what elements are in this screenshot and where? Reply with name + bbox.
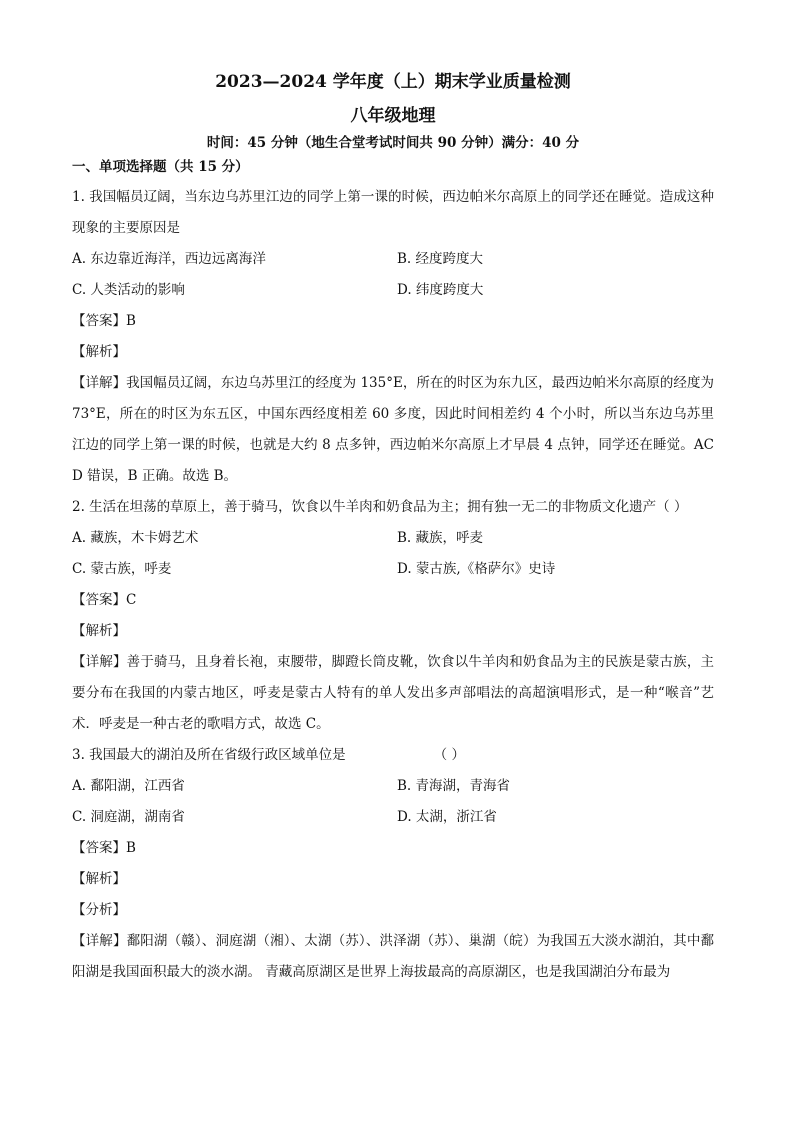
section-heading: 一、单项选择题（共 15 分） [72,159,249,175]
detail-explanation: 【详解】善于骑马，且身着长袍，束腰带，脚蹬长筒皮靴，饮食以牛羊肉和奶食品为主的民族是蒙古族，主要分布在我国的内蒙古地区，呼麦是蒙古人特有的单人发出多声部唱法的高超演唱形式，是一种“喉音”艺术．呼麦是一种古老的歌唱方式，故选 C。 [72,654,714,732]
option-b: B. 经度跨度大 [397,251,484,267]
answer-line: 【答案】B [72,313,136,329]
analysis-label: 【解析】 [72,623,126,639]
option-d: D. 纬度跨度大 [397,282,484,298]
option-d: D. 蒙古族,《格萨尔》史诗 [397,561,556,577]
analysis-label: 【解析】 [72,344,126,360]
question-stem: 1. 我国幅员辽阔，当东边乌苏里江边的同学上第一课的时候，西边帕米尔高原上的同学还在睡觉。造成这种现象的主要原因是 [72,189,714,236]
question-stem [72,740,714,771]
question-options [72,244,714,306]
answer-line: 【答案】C [72,592,137,608]
question-stem: 2. 生活在坦荡的草原上，善于骑马，饮食以牛羊肉和奶食品为主；拥有独一无二的非物质文化遗产（ ） [72,499,688,515]
question-options [72,771,714,833]
exam-info: 时间：45 分钟（地生合堂考试时间共 90 分钟）满分：40 分 [206,135,580,151]
analysis-label: 【解析】 [72,871,126,887]
question-3 [72,740,714,988]
option-a: A. 藏族，木卡姆艺术 [72,530,199,546]
option-a: A. 鄱阳湖，江西省 [72,778,185,794]
option-c: C. 蒙古族，呼麦 [72,561,172,577]
option-d: D. 太湖，浙江省 [397,809,497,825]
option-c: C. 人类活动的影响 [72,282,185,298]
detail-explanation: 【详解】鄱阳湖（赣）、洞庭湖（湘）、太湖（苏）、洪泽湖（苏）、巢湖（皖）为我国五大淡水湖泊，其中鄱阳湖是我国面积最大的淡水湖。 青藏高原湖区是世界上海拔最高的高原湖区，也是我国湖泊分布最为 [72,933,714,980]
option-b: B. 青海湖，青海省 [397,778,511,794]
option-a: A. 东边靠近海洋，西边远离海洋 [72,251,266,267]
question-2 [72,492,714,740]
fenxi-label: 【分析】 [72,902,126,918]
option-c: C. 洞庭湖，湖南省 [72,809,185,825]
detail-explanation: 【详解】我国幅员辽阔，东边乌苏里江的经度为 135°E，所在的时区为东九区，最西边帕米尔高原的经度为 73°E，所在的时区为东五区，中国东西经度相差 60 多度，因此时间相差约 4 个小时，所以当东边乌苏里江边的同学上第一课的时候，也就是大约 8 点多钟，西边帕米尔高原上才早晨 4 点钟，同学还在睡觉。ACD 错误，B 正确。故选 B。 [72,375,714,484]
answer-paren: （ ） [433,747,465,763]
question-1 [72,182,714,492]
document-title: 2023—2024 学年度（上）期末学业质量检测 [215,72,571,92]
answer-line: 【答案】B [72,840,136,856]
question-options [72,523,714,585]
question-stem-text: 3. 我国最大的湖泊及所在省级行政区域单位是 [72,747,346,763]
option-b: B. 藏族，呼麦 [397,530,484,546]
document-subtitle: 八年级地理 [350,106,436,126]
